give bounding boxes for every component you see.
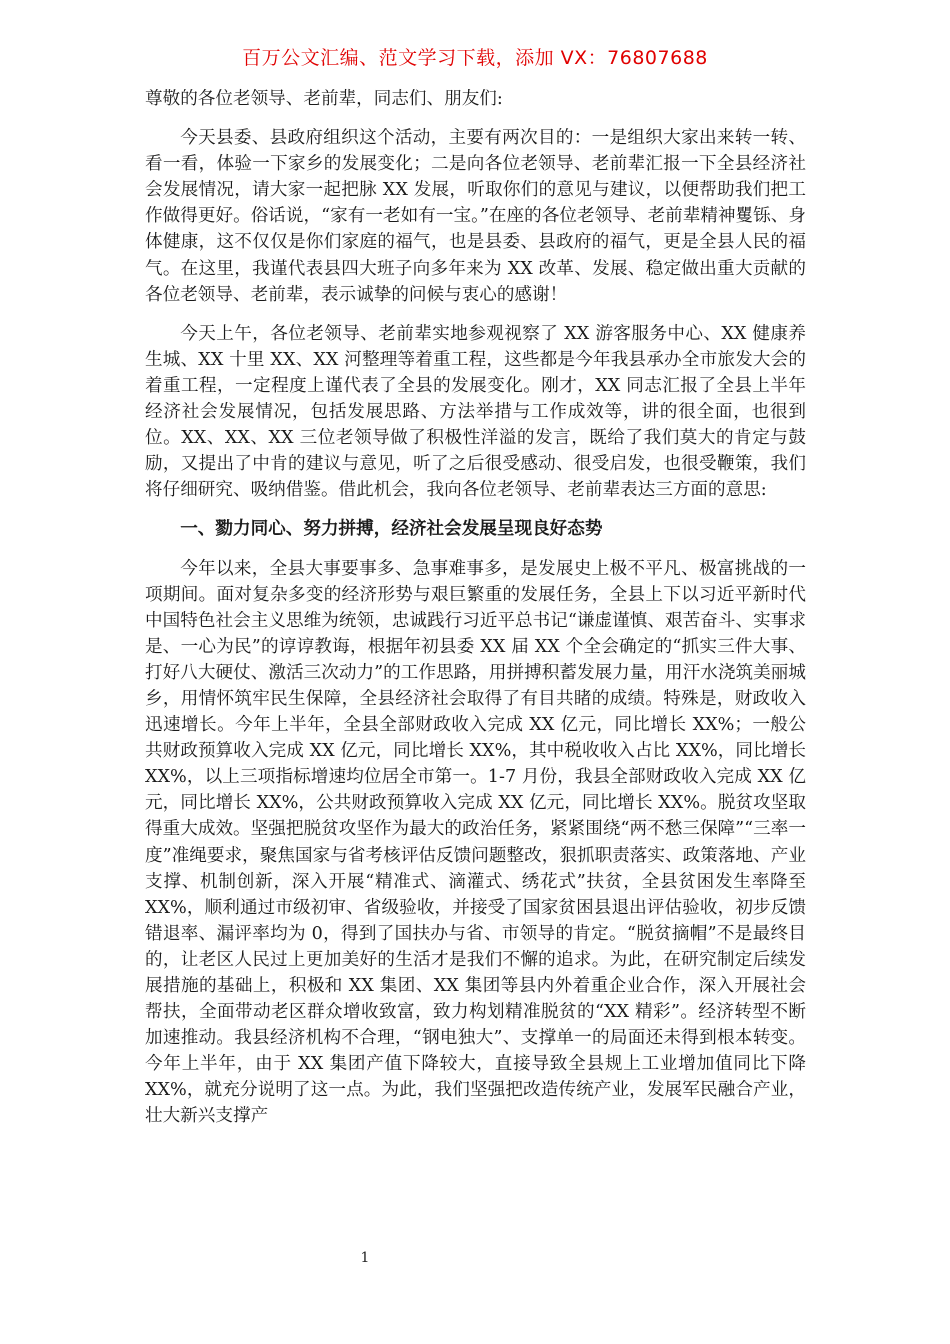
document-body xyxy=(145,86,806,1130)
section-heading: 一、勠力同心、努力拼搏，经济社会发展呈现良好态势 xyxy=(180,519,603,540)
page-number: 1 xyxy=(360,1250,370,1266)
paragraph-achievements: 今年以来，全县大事要事多、急事难事多，是发展史上极不平凡、极富挑战的一项期间。面对复杂多变的经济形势与艰巨繁重的发展任务，全县上下以习近平新时代中国特色社会主义思维为统领，忠诚践行习近平总书记“谦虚谨慎、艰苦奋斗、实事求是、一心为民”的谆谆教诲，根据年初县委 XX 届 XX 个全会确定的“抓实三件大事、打好八大硬仗、激活三次动力”的工作思路，用拼搏积蓄发展力量，用汗水浇筑美丽城乡，用情怀筑牢民生保障，全县经济社会取得了有目共睹的成绩。特殊是，财政收入迅速增长。今年上半年，全县全部财政收入完成 XX 亿元，同比增长 XX%；一般公共财政预算收入完成 XX 亿元，同比增长 XX%，其中税收收入占比 XX%，同比增长 XX%，以上三项指标增速均位居全市第一。1-7 月份，我县全部财政收入完成 XX 亿元，同比增长 XX%，公共财政预算收入完成 XX 亿元，同比增长 XX%。脱贫攻坚取得重大成效。坚强把脱贫攻坚作为最大的政治任务，紧紧围绕“两不愁三保障”“三率一度”准绳要求，聚焦国家与省考核评估反馈问题整改，狠抓职责落实、政策落地、产业支撑、机制创新，深入开展“精准式、滴灌式、绣花式”扶贫，全县贫困发生率降至 XX%，顺利通过市级初审、省级验收，并接受了国家贫困县退出评估验收，初步反馈错退率、漏评率均为 0，得到了国扶办与省、市领导的肯定。“脱贫摘帽”不是最终目的，让老区人民过上更加美好的生活才是我们不懈的追求。为此，在研究制定后续发展措施的基础上，积极和 XX 集团、XX 集团等县内外着重企业合作，深入开展社会帮扶，全面带动老区群众增收致富，致力构划精准脱贫的“XX 精彩”。经济转型不断加速推动。我县经济机构不合理，“钢电独大”、支撑单一的局面还未得到根本转变。今年上半年，由于 XX 集团产值下降较大，直接导致全县规上工业增加值同比下降 XX%，就充分说明了这一点。为此，我们坚强把改造传统产业，发展军民融合产业，壮大新兴支撑产 xyxy=(145,558,806,1127)
header-banner: 百万公文汇编、范文学习下载，添加 VX：76807688 xyxy=(242,47,708,69)
paragraph-purpose: 今天县委、县政府组织这个活动，主要有两次目的：一是组织大家出来转一转、看一看，体验一下家乡的发展变化；二是向各位老领导、老前辈汇报一下全县经济社会发展情况，请大家一起把脉 XX 发展，听取你们的意见与建议，以便帮助我们把工作做得更好。俗话说，“家有一老如有一宝。”在座的各位老领导、老前辈精神矍铄、身体健康，这不仅仅是你们家庭的福气，也是县委、县政府的福气，更是全县人民的福气。在这里，我谨代表县四大班子向多年来为 XX 改革、发展、稳定做出重大贡献的各位老领导、老前辈，表示诚挚的问候与衷心的感谢！ xyxy=(145,128,806,305)
greeting: 尊敬的各位老领导、老前辈，同志们、朋友们: xyxy=(145,89,503,109)
paragraph-visit: 今天上午，各位老领导、老前辈实地参观视察了 XX 游客服务中心、XX 健康养生城、XX 十里 XX、XX 河整理等着重工程，这些都是今年我县承办全市旅发大会的着重工程，一定程度上谨代表了全县的发展变化。刚才，XX 同志汇报了全县上半年经济社会发展情况，包括发展思路、方法举措与工作成效等，讲的很全面，也很到位。XX、XX、XX 三位老领导做了积极性洋溢的发言，既给了我们莫大的肯定与鼓励，又提出了中肯的建议与意见，听了之后很受感动、很受启发，也很受鞭策，我们将仔细研究、吸纳借鉴。借此机会，我向各位老领导、老前辈表达三方面的意思: xyxy=(145,323,806,501)
